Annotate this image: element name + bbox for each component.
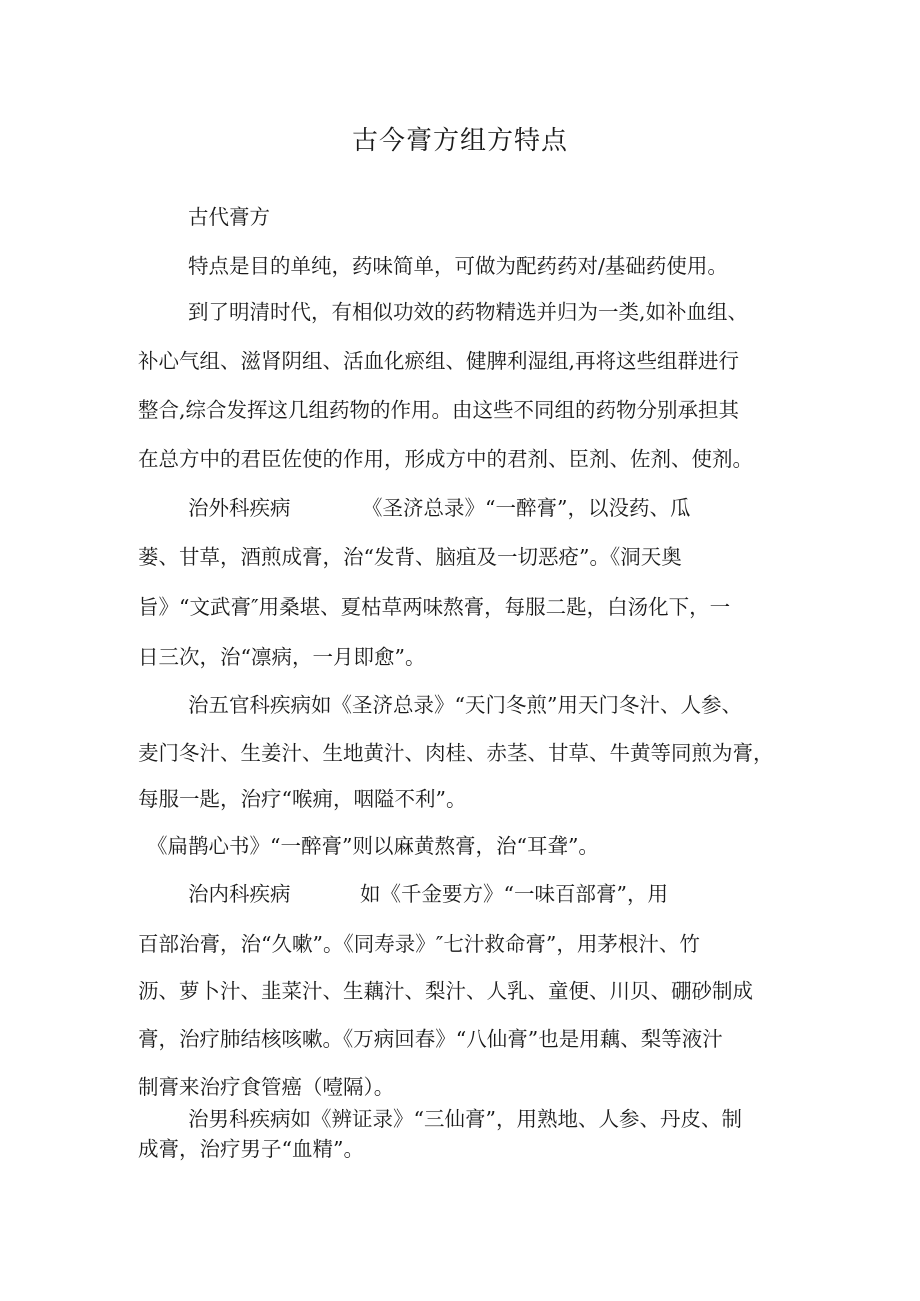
paragraph-line: 麦门冬汁、生姜汁、生地黄汁、肉桂、赤茎、甘草、牛黄等同煎为膏， — [138, 741, 774, 765]
paragraph-line: 百部治膏，治“久嗽”。《同寿录》″七汁救命膏”，用茅根汁、竹 — [138, 932, 700, 956]
paragraph-line: 日三次，治“凛病，一月即愈”。 — [138, 645, 426, 669]
paragraph-line: 特点是目的单纯，药味简单，可做为配药药对/基础药使用。 — [188, 254, 728, 278]
paragraph-line: 到了明清时代，有相似功效的药物精选并归为一类,如补血组、 — [188, 300, 749, 324]
document-title: 古今膏方组方特点 — [351, 126, 568, 156]
paragraph-line: 膏，治疗肺结核咳嗽。《万病回春》“八仙膏”也是用藕、梨等液汁 — [138, 1027, 723, 1051]
paragraph-line: 每服一匙，治疗“喉痈，咽隘不利”。 — [138, 787, 467, 811]
paragraph-line: 治男科疾病如《辨证录》“三仙膏”，用熟地、人参、丹皮、制 — [188, 1107, 742, 1131]
paragraph-line: 如《千金要方》“一味百部膏”，用 — [360, 882, 668, 906]
paragraph-line: 整合,综合发挥这几组药物的作用。由这些不同组的药物分别承担其 — [138, 398, 740, 422]
paragraph-line: 《扁鹊心书》“一醉膏”则以麻黄熬膏，治“耳聋”。 — [147, 834, 599, 858]
paragraph-line: 治五官科疾病如《圣济总录》“天门冬煎”用天门冬汁、人参、 — [188, 693, 742, 717]
paragraph-line: 旨》“文武膏″用桑堪、夏枯草两味熬膏，每服二匙，白汤化下，一 — [138, 595, 731, 619]
paragraph-line: 《圣济总录》“一醉膏”，以没药、瓜 — [362, 496, 691, 520]
subheading-surgery: 治外科疾病 — [188, 496, 291, 520]
paragraph-line: 成膏，治疗男子“血精”。 — [138, 1137, 364, 1161]
section-heading-ancient: 古代膏方 — [188, 205, 270, 229]
paragraph-line: 制膏来治疗食管癌（噎隔）。 — [138, 1075, 395, 1099]
subheading-internal: 治内科疾病 — [188, 882, 291, 906]
paragraph-line: 沥、萝卜汁、韭菜汁、生藕汁、梨汁、人乳、童便、川贝、硼砂制成 — [138, 979, 753, 1003]
paragraph-line: 蒌、甘草，酒煎成膏，治“发背、脑疽及一切恶疮”。《洞天奥 — [138, 545, 682, 569]
paragraph-line: 补心气组、滋肾阴组、活血化瘀组、健脾利湿组,再将这些组群进行 — [138, 349, 740, 373]
paragraph-line: 在总方中的君臣佐使的作用，形成方中的君剂、臣剂、佐剂、使剂。 — [138, 447, 753, 471]
